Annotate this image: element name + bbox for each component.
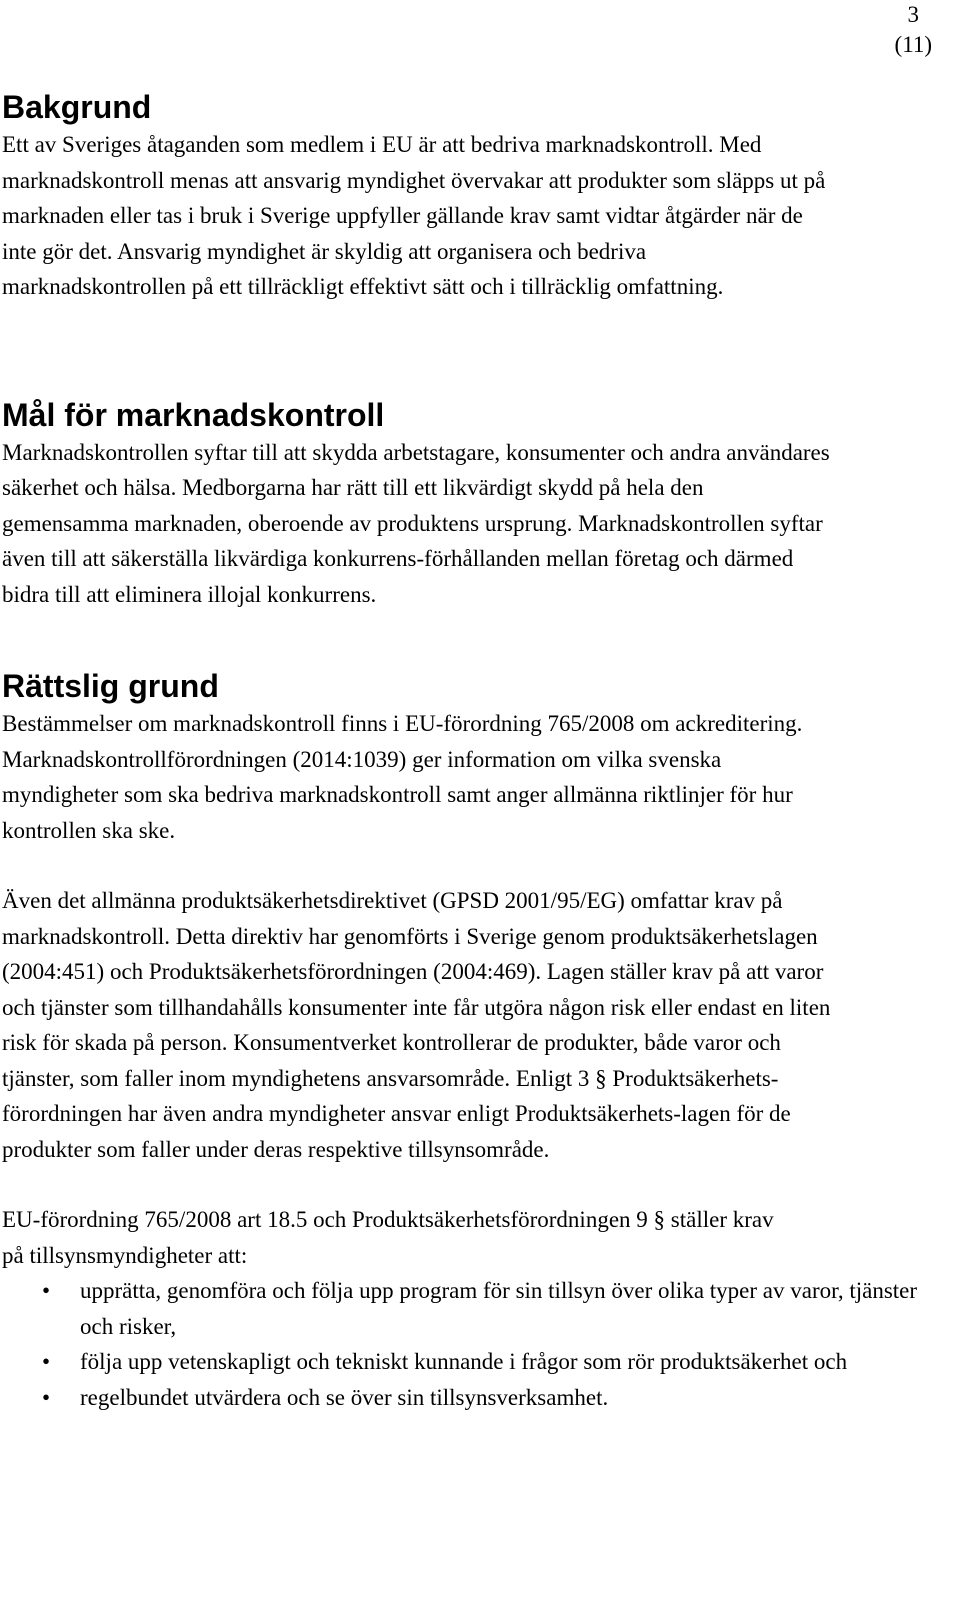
- section-rattslig-grund: [2, 666, 942, 1415]
- page-number: [895, 0, 932, 60]
- section-bakgrund: [2, 87, 942, 305]
- section-heading: Mål för marknadskontroll: [2, 396, 385, 433]
- section-heading: Rättslig grund: [2, 668, 219, 704]
- paragraph: Marknadskontrollen syftar till att skydda arbetstagare, konsumenter och andra användares säkerhet och hälsa. Medborgarna har rätt till ett likvärdigt skydd på hela den gemensamma marknaden, oberoende av produktens ursprung. Marknadskontrollen syftar även till att säkerställa likvärdiga konkurrens-förhållanden mellan företag och därmed bidra till att eliminera illojal konkurrens.: [2, 439, 830, 607]
- section-heading: Bakgrund: [2, 89, 152, 125]
- section-mal-for-marknadskontroll: [2, 395, 942, 613]
- list-item-text: upprätta, genomföra och följa upp program för sin tillsyn över olika typer av varor, tjänster och risker,: [80, 1278, 918, 1339]
- list-item: [2, 1380, 942, 1416]
- bullet-icon: •: [42, 1278, 51, 1303]
- paragraph: Även det allmänna produktsäkerhetsdirektivet (GPSD 2001/95/EG) omfattar krav på marknadskontroll. Detta direktiv har genomförts i Sverige genom produktsäkerhetslagen (2004:451) och Produktsäkerhetsförordningen (2004:469). Lagen ställer krav på att varor och tjänster som tillhandahålls konsumenter inte får utgöra någon risk eller endast en liten risk för skada på person. Konsumentverket kontrollerar de produkter, både varor och tjänster, som faller inom myndighetens ansvarsområde. Enligt 3 § Produktsäkerhets-förordningen har även andra myndigheter ansvar enligt Produktsäkerhets-lagen för de produkter som faller under deras respektive tillsynsområde.: [2, 888, 831, 1162]
- list-item: [2, 1344, 942, 1380]
- list-item: [2, 1273, 942, 1344]
- list-item-text: följa upp vetenskapligt och tekniskt kunnande i frågor som rör produktsäkerhet och: [80, 1349, 848, 1374]
- paragraph: Ett av Sveriges åtaganden som medlem i EU är att bedriva marknadskontroll. Med marknadskontroll menas att ansvarig myndighet övervakar att produkter som släpps ut på marknaden eller tas i bruk i Sverige uppfyller gällande krav samt vidtar åtgärder när de inte gör det. Ansvarig myndighet är skyldig att organisera och bedriva marknadskontrollen på ett tillräckligt effektivt sätt och i tillräcklig omfattning.: [2, 132, 826, 299]
- bullet-icon: •: [42, 1349, 51, 1374]
- document-body: [2, 87, 942, 1415]
- paragraph: EU-förordning 765/2008 art 18.5 och Produktsäkerhetsförordningen 9 § ställer krav på tillsynsmyndigheter att:: [2, 1207, 774, 1268]
- requirements-list: [2, 1273, 942, 1415]
- page-number-current: 3: [907, 2, 920, 27]
- paragraph: Bestämmelser om marknadskontroll finns i EU-förordning 765/2008 om ackreditering. Marknadskontrollförordningen (2014:1039) ger information om vilka svenska myndigheter som ska bedriva marknadskontroll samt anger allmänna riktlinjer för hur kontrollen ska ske.: [2, 711, 803, 843]
- bullet-icon: •: [42, 1384, 51, 1410]
- page-number-total: (11): [894, 32, 932, 57]
- list-item-text: regelbundet utvärdera och se över sin tillsynsverksamhet.: [80, 1384, 609, 1410]
